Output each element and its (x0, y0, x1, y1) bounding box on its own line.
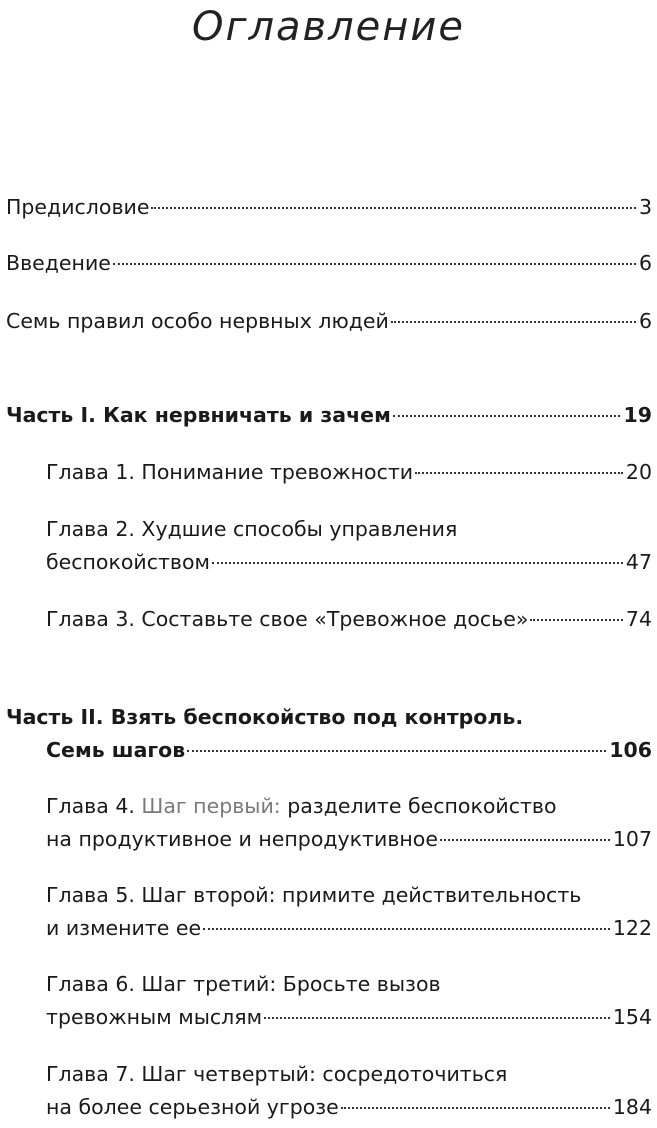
toc-page-number: 106 (609, 738, 652, 762)
page-title: Оглавление (191, 4, 466, 50)
toc-entry-title: Семь правил особо нервных людей (6, 309, 389, 333)
step-label: Шаг первый: (141, 794, 281, 818)
toc-chapter-6[interactable] (46, 968, 652, 1034)
toc-entry-title: Глава 6. Шаг третий: Бросьте вызов (46, 972, 441, 996)
toc-page-number: 107 (612, 827, 652, 851)
toc-part-2[interactable] (6, 701, 652, 767)
toc-entry-title-continued: на более серьезной угрозе (46, 1095, 339, 1119)
dot-leader (151, 207, 635, 209)
chapter-prefix: Глава 4. (46, 794, 142, 818)
toc-chapter-4[interactable] (46, 790, 652, 856)
dot-leader (391, 321, 636, 323)
dot-leader (440, 839, 610, 841)
toc-entry-title: Глава 5. Шаг второй: примите действительность (46, 883, 582, 907)
dot-leader (264, 1017, 610, 1019)
toc-entry-preface[interactable] (6, 191, 652, 224)
dot-leader (341, 1107, 610, 1109)
toc-chapter-2[interactable] (46, 513, 652, 579)
toc-page-number: 6 (638, 309, 652, 333)
toc-page-number: 47 (625, 550, 652, 574)
dot-leader (212, 562, 623, 564)
toc-entry-title-continued: беспокойством (46, 550, 211, 574)
toc-page-number: 74 (625, 607, 652, 631)
toc-entry-title: Глава 3. Составьте свое «Тревожное досье» (46, 607, 529, 631)
toc-entry-title: Предисловие (6, 195, 150, 219)
toc-entry-seven-rules[interactable] (6, 305, 652, 338)
toc-chapter-7[interactable] (46, 1058, 652, 1124)
toc-entry-title-continued: Семь шагов (46, 738, 186, 762)
toc-page-number: 154 (612, 1005, 652, 1029)
toc-entry-title (46, 790, 557, 823)
dot-leader (530, 619, 623, 621)
toc-entry-title-continued: на продуктивное и непродуктивное (46, 827, 438, 851)
toc-page-number: 20 (625, 460, 652, 484)
toc-chapter-1[interactable] (46, 456, 652, 489)
toc-entry-title-continued: тревожным мыслям (46, 1005, 263, 1029)
toc-entry-title: Глава 1. Понимание тревожности (46, 460, 414, 484)
toc-entry-introduction[interactable] (6, 247, 652, 280)
toc-entry-title: Глава 2. Худшие способы управления (46, 517, 458, 541)
dot-leader (393, 415, 621, 417)
toc-page-number: 19 (623, 403, 652, 427)
toc-page-number: 184 (612, 1095, 652, 1119)
toc-entry-title-continued: и измените ее (46, 916, 202, 940)
dot-leader (113, 263, 636, 265)
toc-page-number: 6 (638, 251, 652, 275)
toc-entry-title: Часть I. Как нервничать и зачем (6, 403, 391, 427)
toc-chapter-5[interactable] (46, 879, 652, 945)
toc-entry-title: Введение (6, 251, 111, 275)
dot-leader (187, 750, 606, 752)
toc-chapter-3[interactable] (46, 603, 652, 636)
chapter-rest: разделите беспокойство (280, 794, 557, 818)
toc-entry-title: Глава 7. Шаг четвертый: сосредоточиться (46, 1062, 508, 1086)
toc-entry-title: Часть II. Взять беспокойство под контроль. (6, 705, 524, 729)
dot-leader (203, 928, 610, 930)
dot-leader (415, 472, 623, 474)
toc-part-1[interactable] (6, 399, 652, 432)
toc-page-number: 3 (638, 195, 652, 219)
toc-page-number: 122 (612, 916, 652, 940)
